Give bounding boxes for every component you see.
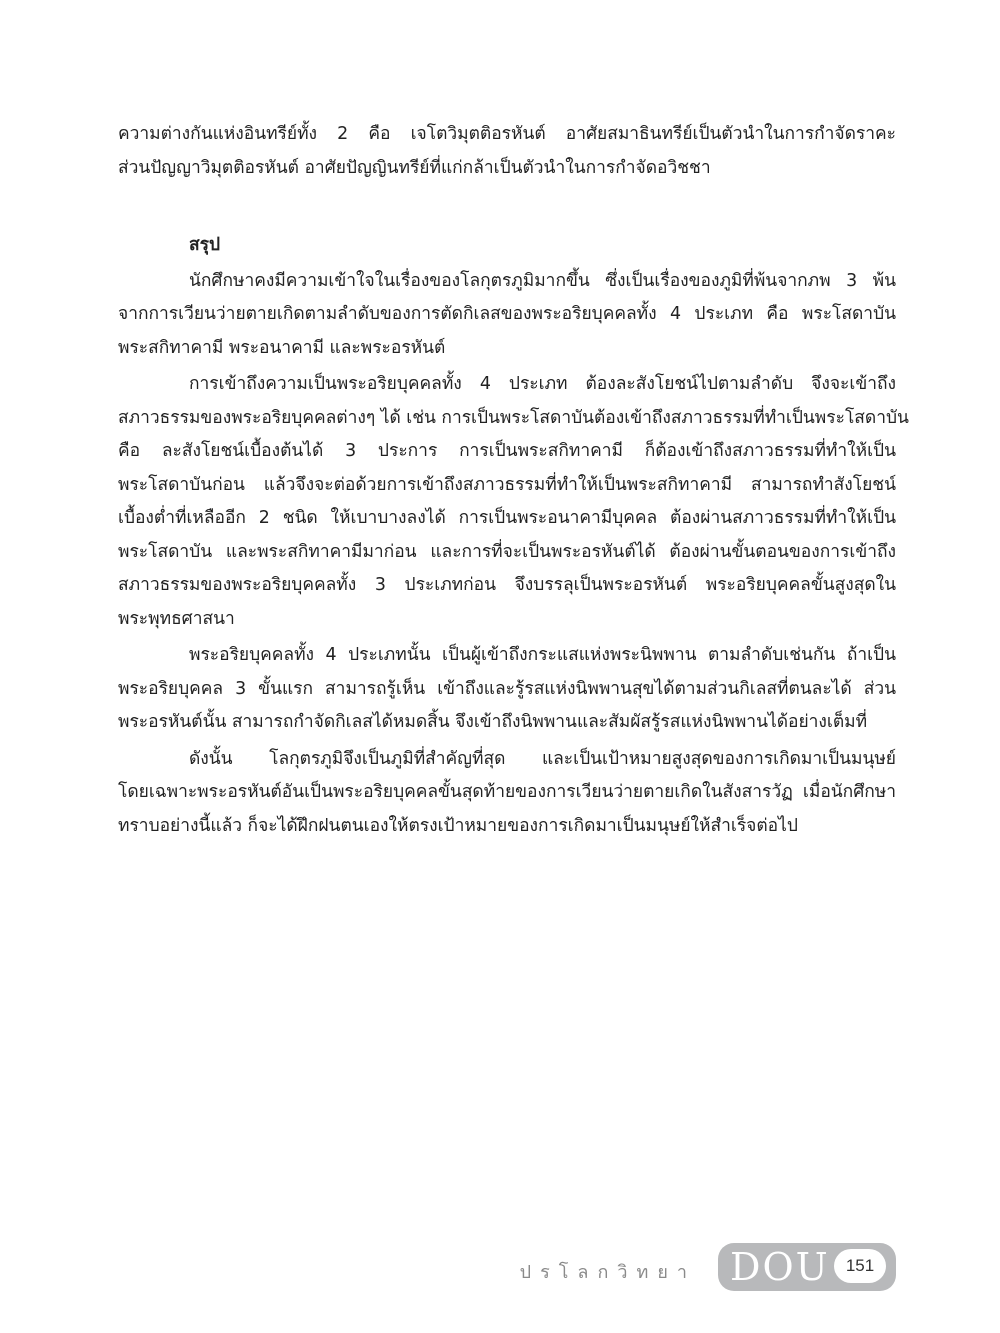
dou-logo: DOU: [730, 1245, 830, 1289]
page-footer: [0, 1243, 1000, 1293]
text-line: คือ ละสังโยชน์เบื้องต้นได้ 3 ประการ การเป็นพระสกิทาคามี ก็ต้องเข้าถึงสภาวธรรมที่ทำให้เป็น: [118, 441, 896, 461]
text-line: พระพุทธศาสนา: [118, 608, 235, 629]
text-line: ส่วนปัญญาวิมุตติอรหันต์ อาศัยปัญญินทรีย์ที่แก่กล้าเป็นตัวนำในการกำจัดอวิชชา: [118, 157, 711, 178]
summary-paragraph-2: [118, 368, 909, 636]
text-line: พระอริยบุคคลทั้ง 4 ประเภทนั้น เป็นผู้เข้าถึงกระแสแห่งพระนิพพาน ตามลำดับเช่นกัน ถ้าเป็น: [189, 645, 896, 665]
text-line: นักศึกษาคงมีความเข้าใจในเรื่องของโลกุตรภูมิมากขึ้น ซึ่งเป็นเรื่องของภูมิที่พ้นจากภพ 3 พ้น: [189, 270, 896, 291]
book-title: ปรโลกวิทยา: [519, 1262, 696, 1283]
summary-paragraph-3: [118, 639, 896, 740]
text-line: ทราบอย่างนี้แล้ว ก็จะได้ฝึกฝนตนเองให้ตรงเป้าหมายของการเกิดมาเป็นมนุษย์ให้สำเร็จต่อไป: [118, 815, 798, 836]
text-line: พระอรหันต์นั้น สามารถกำจัดกิเลสได้หมดสิ้น จึงเข้าถึงนิพพานและสัมผัสรู้รสแห่งนิพพานได้อย่างเต็มที่: [118, 712, 868, 732]
intro-paragraph: [118, 118, 896, 185]
text-line: จากการเวียนว่ายตายเกิดตามลำดับของการตัดกิเลสของพระอริยบุคคลทั้ง 4 ประเภท คือ พระโสดาบัน: [118, 304, 896, 324]
text-line: พระโสดาบัน และพระสกิทาคามีมาก่อน และการที่จะเป็นพระอรหันต์ได้ ต้องผ่านขั้นตอนของการเข้าถึง: [118, 541, 896, 562]
text-line: การเข้าถึงความเป็นพระอริยบุคคลทั้ง 4 ประเภท ต้องละสังโยชน์ไปตามลำดับ จึงจะเข้าถึง: [189, 374, 896, 394]
text-line: สภาวธรรมของพระอริยบุคคลต่างๆ ได้ เช่น การเป็นพระโสดาบันต้องเข้าถึงสภาวธรรมที่ทำเป็นพระโสดาบัน: [118, 407, 909, 428]
text-line: พระสกิทาคามี พระอนาคามี และพระอรหันต์: [118, 337, 446, 358]
text-line: ดังนั้น โลกุตรภูมิจึงเป็นภูมิที่สำคัญที่สุด และเป็นเป้าหมายสูงสุดของการเกิดมาเป็นมนุษย์: [189, 748, 896, 769]
page-number: 151: [834, 1249, 886, 1283]
page-content: [118, 118, 909, 843]
text-line: พระโสดาบันก่อน แล้วจึงจะต่อด้วยการเข้าถึงสภาวธรรมที่ทำให้เป็นพระสกิทาคามี สามารถทำสังโยชน์: [118, 474, 896, 495]
summary-paragraph-4: [118, 743, 896, 844]
text-line: เบื้องต่ำที่เหลืออีก 2 ชนิด ให้เบาบางลงได้ การเป็นพระอนาคามีบุคคล ต้องผ่านสภาวธรรมที่ทำให้เป็น: [118, 508, 896, 528]
text-line: ความต่างกันแห่งอินทรีย์ทั้ง 2 คือ เจโตวิมุตติอรหันต์ อาศัยสมาธินทรีย์เป็นตัวนำในการกำจัดราคะ: [118, 124, 896, 144]
summary-paragraph-1: [118, 265, 896, 366]
text-line: โดยเฉพาะพระอรหันต์อันเป็นพระอริยบุคคลขั้นสุดท้ายของการเวียนว่ายตายเกิดในสังสารวัฏ เมื่อนักศึกษา: [118, 782, 896, 802]
text-line: สภาวธรรมของพระอริยบุคคลทั้ง 3 ประเภทก่อน จึงบรรลุเป็นพระอรหันต์ พระอริยบุคคลขั้นสูงสุดใน: [118, 575, 896, 595]
dou-badge: [718, 1243, 896, 1291]
section-heading: สรุป: [189, 235, 220, 255]
text-line: พระอริยบุคคล 3 ขั้นแรก สามารถรู้เห็น เข้าถึงและรู้รสแห่งนิพพานสุขได้ตามส่วนกิเลสที่ตนละได้ ส่วน: [118, 678, 896, 699]
